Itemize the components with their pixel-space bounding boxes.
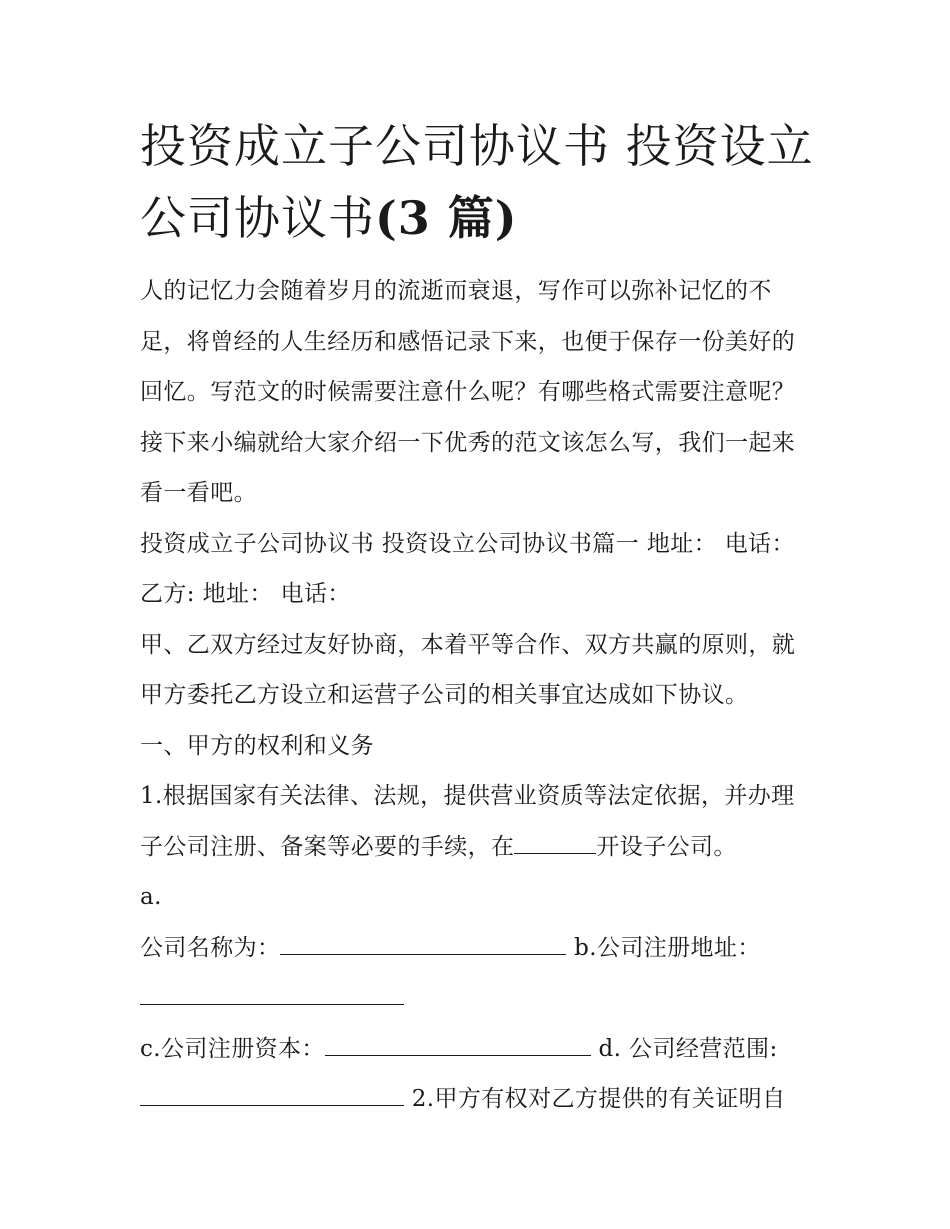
title-main: 投资成立子公司协议书 投资设立公司协议书: [140, 119, 814, 245]
location-blank: [514, 833, 596, 854]
business-scope-blank: [140, 1085, 404, 1106]
clause-1: [140, 771, 816, 872]
agreement-intro: 甲、乙双方经过友好协商，本着平等合作、双方共赢的原则，就甲方委托乙方设立和运营子公司的相关事宜达成如下协议。: [140, 631, 796, 708]
registered-address-blank: [140, 984, 404, 1005]
parties-line: 投资成立子公司协议书 投资设立公司协议书篇一 地址： 电话： 乙方: 地址： 电话：: [140, 530, 795, 607]
document-title: [140, 110, 816, 254]
registered-capital-blank: [325, 1035, 591, 1056]
company-name-line: [140, 923, 816, 1024]
clause-2-start: 2.甲方有权对乙方提供的有关证明自: [411, 1086, 786, 1112]
item-a: a.: [140, 884, 162, 910]
intro-paragraph: 人的记忆力会随着岁月的流逝而衰退，写作可以弥补记忆的不足，将曾经的人生经历和感悟记录下来，也便于保存一份美好的回忆。写范文的时候需要注意什么呢？有哪些格式需要注意呢？接下来小编就给大家介绍一下优秀的范文该怎么写，我们一起来看一看吧。: [140, 278, 796, 506]
clause-1-end: 开设子公司。: [596, 833, 737, 860]
title-count: (3 篇): [375, 191, 518, 245]
business-scope-label: d. 公司经营范围:: [598, 1035, 778, 1062]
capital-line: [140, 1024, 816, 1125]
company-name-label: 公司名称为：: [140, 934, 281, 961]
section-heading-1: 一、甲方的权利和义务: [140, 732, 374, 759]
registered-capital-label: c.公司注册资本：: [140, 1035, 325, 1062]
company-name-blank: [280, 934, 566, 955]
registered-address-label: b.公司注册地址：: [574, 934, 761, 961]
clause-1-text: 1.根据国家有关法律、法规，提供营业资质等法定依据，并办理子公司注册、备案等必要的手续，在: [140, 783, 795, 860]
document-page: [140, 110, 816, 1125]
